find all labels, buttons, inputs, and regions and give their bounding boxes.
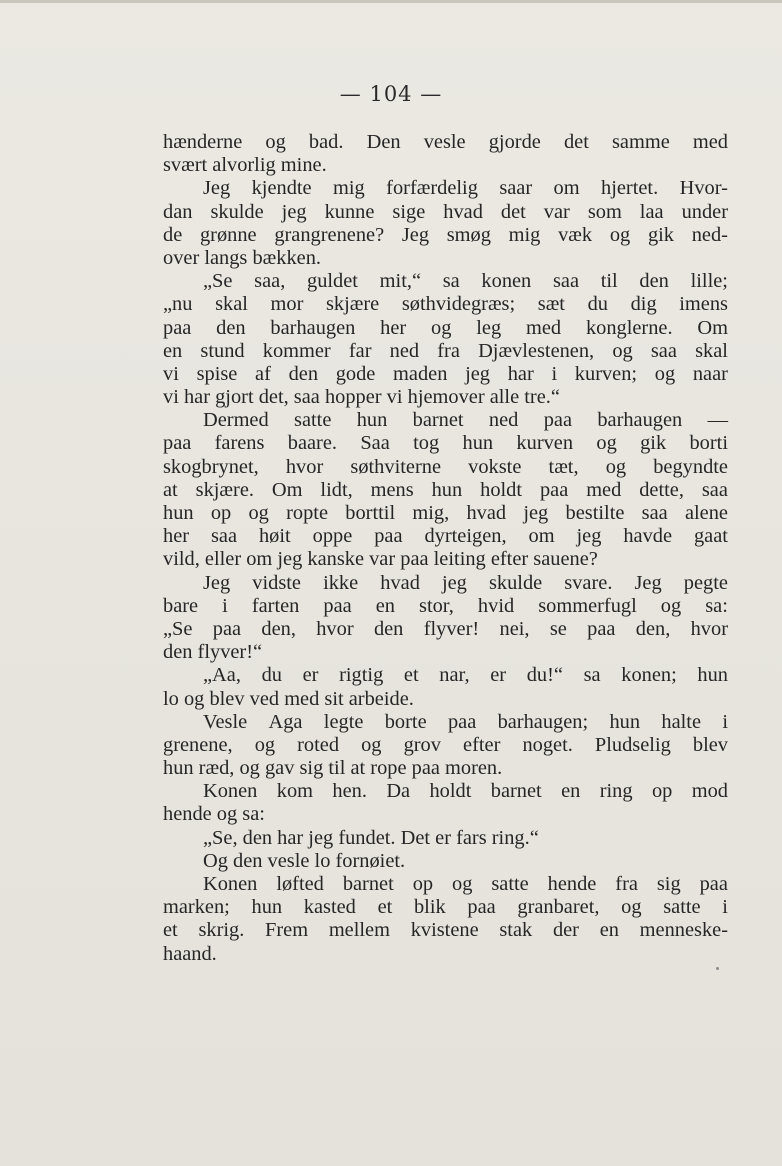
- word: du: [587, 293, 608, 316]
- word: her: [380, 316, 407, 339]
- text-line: [163, 525, 728, 548]
- word: alene: [684, 502, 728, 524]
- word: hvad: [443, 200, 483, 223]
- word: der: [552, 919, 579, 942]
- word: gaat: [693, 525, 728, 548]
- word: Da: [386, 780, 411, 803]
- word: halte: [661, 710, 702, 733]
- text-line: hun ræd, og gav sig til at rope paa moren.: [163, 757, 503, 780]
- word: paa: [374, 525, 403, 548]
- word: og: [609, 223, 631, 246]
- word: vokste: [468, 455, 522, 478]
- word: borttil: [345, 502, 396, 524]
- word: kurven;: [574, 362, 638, 385]
- word: en: [375, 594, 395, 617]
- word: gode: [335, 362, 376, 385]
- word: noget.: [522, 733, 573, 756]
- word: Saa: [360, 432, 390, 455]
- text-line: Og den vesle lo fornøiet.: [203, 849, 406, 872]
- word: imens: [679, 293, 728, 316]
- word: Vesle: [203, 710, 248, 733]
- word: paa: [539, 478, 569, 501]
- word: hun: [697, 664, 728, 687]
- word: sa: [442, 270, 460, 293]
- paper-speck: [716, 967, 719, 970]
- text-line: vild, eller om jeg kanske var paa leiting efter sauene?: [163, 548, 598, 571]
- word: den,: [635, 617, 671, 640]
- word: hvor: [316, 617, 354, 640]
- word: Frem: [265, 919, 309, 942]
- word: granbaret,: [517, 896, 600, 919]
- text-line: [163, 780, 728, 803]
- word: og: [660, 594, 682, 617]
- word: her: [163, 525, 190, 548]
- word: vidste: [252, 571, 301, 594]
- word: kurven: [516, 432, 574, 455]
- text-line: [163, 270, 728, 293]
- word: flyver!: [423, 617, 480, 640]
- word: jeg: [576, 525, 602, 548]
- word: paa: [212, 617, 242, 640]
- word: blev: [692, 733, 728, 756]
- word: konglerne.: [585, 316, 673, 339]
- word: skjære: [326, 293, 380, 316]
- word: i: [222, 594, 228, 617]
- word: vi: [163, 362, 179, 385]
- word: sig: [656, 873, 681, 895]
- word: den,: [261, 617, 296, 640]
- word: sa:: [705, 594, 728, 617]
- word: stor,: [419, 594, 454, 617]
- word: jeg: [441, 571, 467, 594]
- word: de: [163, 223, 183, 246]
- word: kvistene: [410, 919, 479, 942]
- word: hvad: [466, 502, 507, 524]
- word: gik: [640, 432, 667, 455]
- word: kunne: [324, 200, 375, 223]
- word: op: [412, 873, 434, 895]
- word: menneske-: [639, 919, 728, 942]
- word: Konen: [203, 780, 258, 803]
- text-line: [163, 595, 728, 618]
- word: jeg: [465, 362, 491, 385]
- word: er: [302, 664, 319, 687]
- word: dig: [630, 293, 657, 316]
- word: hvor: [285, 455, 324, 478]
- word: mor: [270, 293, 304, 316]
- word: marken;: [163, 896, 230, 919]
- word: paa: [163, 316, 192, 339]
- word: paa: [699, 873, 728, 895]
- text-line: [163, 896, 728, 919]
- word: hjertet.: [601, 177, 659, 200]
- word: at: [163, 478, 178, 501]
- word: paa: [323, 594, 352, 617]
- word: om: [528, 525, 555, 548]
- word: mig: [508, 223, 541, 246]
- word: ring: [599, 780, 633, 803]
- word: sæt: [537, 293, 565, 316]
- word: ropte: [286, 502, 329, 524]
- word: paa: [163, 432, 192, 455]
- text-line: [163, 293, 728, 316]
- word: hun: [356, 409, 388, 432]
- word: mens: [370, 478, 414, 501]
- word: farten: [251, 594, 300, 617]
- word: hen.: [332, 780, 367, 803]
- word: lille;: [690, 270, 728, 293]
- word: Om: [697, 316, 728, 339]
- word: hun: [163, 502, 194, 524]
- word: kom: [276, 780, 314, 803]
- word: guldet: [307, 270, 358, 293]
- word: et: [403, 664, 419, 687]
- text-line: „Se, den har jeg fundet. Det er fars ring.“: [203, 826, 539, 849]
- word: og: [596, 432, 617, 455]
- word: mig,: [412, 502, 450, 524]
- word: og: [265, 131, 286, 153]
- word: borti: [689, 432, 728, 455]
- word: barhaugen: [597, 409, 683, 432]
- word: roted: [297, 733, 340, 756]
- word: farens: [214, 432, 265, 455]
- text-line: [163, 317, 728, 340]
- word: smøg: [446, 223, 491, 246]
- text-line: [163, 340, 728, 363]
- word: Dermed: [203, 409, 269, 432]
- text-line: [163, 873, 728, 896]
- word: paa: [467, 896, 496, 919]
- word: i: [722, 896, 728, 919]
- word: dette,: [639, 478, 684, 501]
- word: søthviterne: [350, 455, 441, 478]
- word: det: [563, 131, 589, 153]
- word: paa: [447, 710, 477, 733]
- word: „Aa,: [203, 664, 241, 687]
- text-line: svært alvorlig mine.: [163, 154, 327, 177]
- word: „Se: [203, 270, 233, 293]
- word: Jeg: [401, 223, 430, 246]
- text-line: [163, 919, 728, 942]
- word: mellem: [328, 919, 390, 942]
- word: blik: [413, 896, 446, 919]
- word: baare.: [287, 432, 337, 455]
- word: i: [722, 710, 728, 733]
- word: vesle: [423, 131, 466, 153]
- word: maden: [393, 362, 448, 385]
- text-line: lo og blev ved med sit arbeide.: [163, 687, 414, 710]
- word: holdt: [429, 780, 472, 803]
- word: væk: [558, 223, 593, 246]
- word: hun: [251, 896, 283, 919]
- word: Jeg: [203, 571, 231, 594]
- word: nar,: [439, 664, 470, 687]
- word: havde: [623, 525, 673, 548]
- word: legte: [323, 710, 364, 733]
- word: konen;: [621, 664, 677, 687]
- text-line: [163, 201, 728, 224]
- word: efter: [463, 733, 501, 756]
- word: forfærdelig: [386, 177, 478, 200]
- word: den: [639, 270, 669, 293]
- word: dan: [163, 200, 193, 223]
- word: om: [553, 177, 580, 200]
- word: den: [288, 362, 319, 385]
- word: grenene,: [163, 733, 233, 756]
- text-line: [163, 618, 728, 641]
- word: paa: [543, 409, 572, 432]
- word: Om: [271, 478, 303, 501]
- word: mit,“: [379, 270, 422, 293]
- word: sommerfugl: [538, 594, 637, 617]
- word: skulde: [488, 571, 543, 594]
- word: er: [490, 664, 507, 687]
- word: ikke: [323, 571, 359, 594]
- word: laa: [639, 200, 664, 223]
- word: op: [210, 502, 232, 524]
- word: oppe: [312, 525, 353, 548]
- word: du!“: [526, 664, 563, 687]
- word: leg: [476, 316, 502, 339]
- text-line: [163, 432, 728, 455]
- word: hun: [462, 432, 494, 455]
- word: barnet: [412, 409, 464, 432]
- word: saar: [499, 177, 533, 200]
- body-text: [163, 131, 728, 966]
- text-line: [163, 409, 728, 432]
- text-line: vi har gjort det, saa hopper vi hjemover alle tre.“: [163, 386, 560, 409]
- word: Jeg: [634, 571, 662, 594]
- text-line: [163, 479, 728, 502]
- word: samme: [612, 131, 670, 153]
- word: grønne: [199, 223, 257, 246]
- word: mod: [691, 780, 728, 803]
- word: en: [599, 919, 619, 942]
- word: stak: [499, 919, 533, 942]
- word: skal: [215, 293, 248, 316]
- word: saa: [701, 478, 728, 501]
- word: „Se: [163, 617, 193, 640]
- word: ned-: [691, 223, 728, 246]
- text-line: [163, 363, 728, 386]
- word: under: [681, 200, 728, 223]
- word: Konen: [203, 873, 258, 895]
- word: jeg: [281, 200, 307, 223]
- word: og: [605, 455, 627, 478]
- word: borte: [384, 710, 427, 733]
- word: og: [452, 873, 473, 895]
- word: tæt,: [548, 455, 579, 478]
- word: med: [692, 131, 728, 153]
- word: —: [707, 409, 728, 432]
- word: og: [254, 733, 276, 756]
- word: det: [500, 200, 526, 223]
- word: skal: [695, 339, 728, 362]
- word: gjorde: [488, 131, 541, 153]
- word: til: [600, 270, 618, 293]
- word: svare.: [564, 571, 613, 594]
- word: kommer: [262, 339, 331, 362]
- word: barhaugen: [270, 316, 356, 339]
- text-line: [163, 456, 728, 479]
- word: kasted: [303, 896, 356, 919]
- word: „nu: [163, 293, 193, 316]
- word: saa,: [254, 270, 286, 293]
- word: saa: [210, 525, 238, 548]
- word: saa: [641, 502, 668, 524]
- word: den: [216, 316, 246, 339]
- word: satte: [663, 896, 701, 919]
- word: jeg: [523, 502, 549, 524]
- word: et: [377, 896, 393, 919]
- word: pegte: [683, 571, 728, 594]
- word: i: [551, 362, 558, 385]
- word: lidt,: [320, 478, 353, 501]
- word: løfted: [276, 873, 324, 895]
- word: bad.: [308, 131, 344, 153]
- word: høit: [258, 525, 291, 548]
- word: far: [348, 339, 372, 362]
- word: en: [561, 780, 581, 803]
- word: hvad: [380, 571, 420, 594]
- word: satte: [491, 873, 529, 895]
- word: hende: [547, 873, 597, 895]
- word: en: [163, 339, 183, 362]
- word: og: [654, 362, 676, 385]
- word: skulde: [210, 200, 264, 223]
- word: konen: [481, 270, 532, 293]
- text-line: [163, 664, 728, 687]
- word: Aga: [268, 710, 303, 733]
- word: mig: [333, 177, 365, 200]
- word: fra: [437, 339, 460, 362]
- page-top-edge: [0, 0, 782, 3]
- word: hun: [431, 478, 463, 501]
- word: grangrenene?: [274, 223, 385, 246]
- word: søthvidegræs;: [401, 293, 516, 316]
- word: barhaugen;: [497, 710, 589, 733]
- text-line: [163, 734, 728, 757]
- text-line: [163, 572, 728, 595]
- word: og: [248, 502, 269, 524]
- word: sige: [392, 200, 426, 223]
- word: som: [587, 200, 622, 223]
- text-line: den flyver!“: [163, 641, 263, 664]
- word: naar: [692, 362, 728, 385]
- word: med: [526, 316, 562, 339]
- word: Jeg: [203, 177, 231, 200]
- word: Den: [366, 131, 401, 153]
- word: ned: [488, 409, 519, 432]
- word: barnet: [342, 873, 394, 895]
- text-line: [163, 177, 728, 200]
- word: begyndte: [653, 455, 728, 478]
- word: tog: [413, 432, 440, 455]
- word: Hvor-: [679, 177, 728, 200]
- word: bare: [163, 594, 199, 617]
- word: med: [586, 478, 622, 501]
- text-line: [163, 502, 728, 525]
- word: saa: [552, 270, 580, 293]
- word: ned: [389, 339, 420, 362]
- word: Djævlestenen,: [478, 339, 595, 362]
- word: sa: [583, 664, 601, 687]
- word: bestilte: [565, 502, 625, 524]
- text-line: haand.: [163, 942, 217, 965]
- word: grov: [403, 733, 441, 756]
- text-line: hende og sa:: [163, 803, 265, 826]
- word: barnet: [490, 780, 542, 803]
- word: hvor: [690, 617, 728, 640]
- text-line: [163, 131, 728, 154]
- word: nei,: [499, 617, 530, 640]
- word: stund: [200, 339, 245, 362]
- word: skogbrynet,: [163, 455, 259, 478]
- word: se: [549, 617, 567, 640]
- word: Pludselig: [594, 733, 671, 756]
- word: rigtig: [339, 664, 384, 687]
- word: et: [163, 919, 178, 942]
- word: satte: [294, 409, 332, 432]
- text-line: over langs bækken.: [163, 246, 321, 269]
- word: skrig.: [198, 919, 245, 942]
- word: og: [431, 316, 452, 339]
- word: af: [255, 362, 271, 385]
- word: og: [621, 896, 642, 919]
- word: den: [373, 617, 404, 640]
- word: spise: [196, 362, 238, 385]
- word: op: [651, 780, 673, 803]
- word: hvid: [477, 594, 515, 617]
- word: holdt: [480, 478, 523, 501]
- word: hun: [609, 710, 641, 733]
- word: og: [361, 733, 382, 756]
- word: gik: [647, 223, 674, 246]
- word: dyrteigen,: [424, 525, 507, 548]
- text-line: [163, 711, 728, 734]
- page-number: — 104 —: [339, 82, 443, 106]
- word: hænderne: [163, 131, 243, 153]
- word: kjendte: [251, 177, 312, 200]
- word: saa: [650, 339, 677, 362]
- word: var: [543, 200, 570, 223]
- word: fra: [615, 873, 638, 895]
- word: paa: [587, 617, 616, 640]
- word: skjære.: [195, 478, 254, 501]
- word: og: [612, 339, 633, 362]
- word: du: [261, 664, 282, 687]
- text-line: [163, 224, 728, 247]
- word: har: [507, 362, 534, 385]
